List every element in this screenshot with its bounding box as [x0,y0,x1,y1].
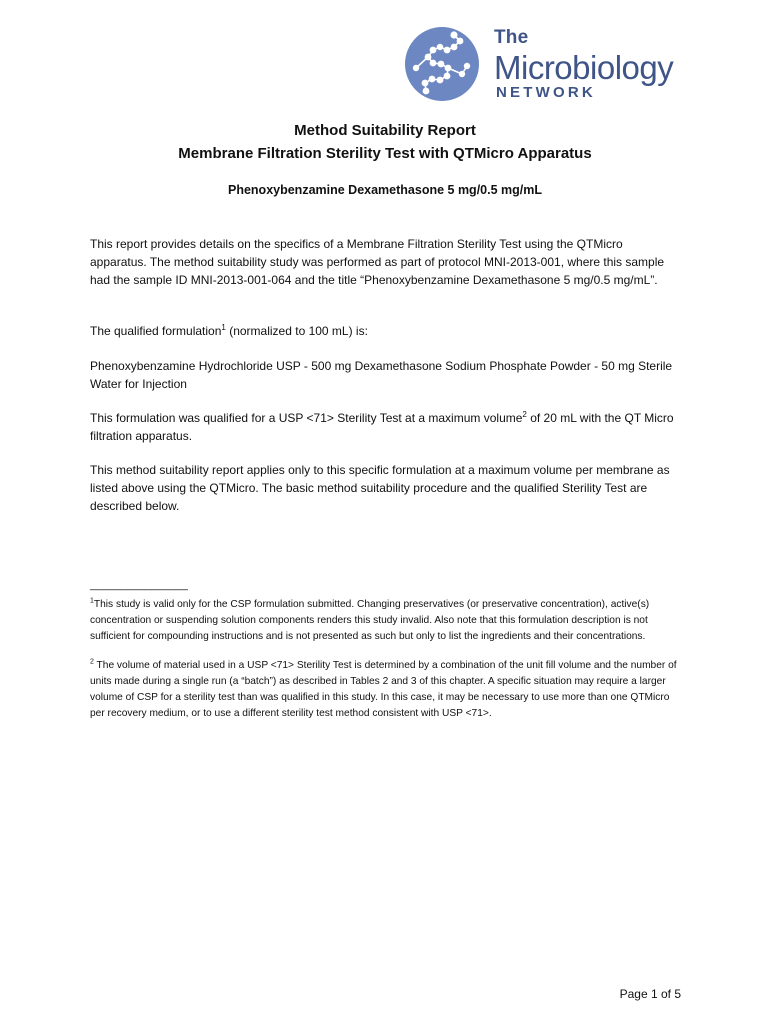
qualification-text: This formulation was qualified for a USP <71> Sterility Test at a maximum volume [90,411,523,425]
footnote-separator: ________________ [90,579,188,591]
footnote-ref-2: 2 [522,410,527,419]
logo-circle-icon [404,26,480,102]
logo-text-microbiology: Microbiology [494,49,674,86]
footnote-2-mark: 2 [90,658,94,666]
microbiology-network-logo [404,26,686,106]
page-number: Page 1 of 5 [619,987,681,1001]
footnote-1-text: This study is valid only for the CSP formulation submitted. Changing preservatives (or preservative concentration), active(s) concentration or suspending solution components renders this study invalid. Also note that this formulation description is not sufficient for compounding instructions and is not presented as such but only to list the ingredients and their concentrations. [90,599,650,642]
product-heading: Phenoxybenzamine Dexamethasone 5 mg/0.5 mg/mL [228,183,542,197]
formulation-intro-paragraph [90,322,680,340]
footnote-2 [90,658,686,722]
footnote-2-text: The volume of material used in a USP <71> Sterility Test is determined by a combination of the unit fill volume and the number of units made during a single run (a “batch”) as described in Tables 2 and 3 of this chapter. A specific situation may require a larger volume of CSP for a sterility test than was qualified in this study. In this case, it may be necessary to use more than one QTMicro per recovery medium, or to use a different sterility test method consistent with USP <71>. [90,660,677,719]
footnote-ref-1: 1 [221,323,226,332]
logo-text-the: The [494,27,529,48]
footnote-1 [90,597,686,645]
formulation-intro-tail: (normalized to 100 mL) is: [225,324,368,338]
report-title: Method Suitability Report [294,122,476,139]
scope-paragraph: This method suitability report applies only to this specific formulation at a maximum volume per membrane as listed above using the QTMicro. The basic method suitability procedure and the qualified Sterility Test are described below. [90,463,670,513]
qualification-tail: of 20 mL with the QT Micro filtration apparatus. [90,411,674,443]
formulation-paragraph: Phenoxybenzamine Hydrochloride USP - 500 mg Dexamethasone Sodium Phosphate Powder - 50 mg Sterile Water for Injection [90,359,673,391]
report-subtitle: Membrane Filtration Sterility Test with QTMicro Apparatus [178,145,592,162]
footnote-1-mark: 1 [90,597,94,605]
qualification-paragraph [90,409,680,445]
formulation-intro-text: The qualified formulation [90,324,222,338]
logo-text-network: NETWORK [496,84,596,101]
intro-paragraph: This report provides details on the specifics of a Membrane Filtration Sterility Test using the QTMicro apparatus. The method suitability study was performed as part of protocol MNI-2013-001, where this sample had the sample ID MNI-2013-001-064 and the title “Phenoxybenzamine Dexamethasone 5 mg/0.5 mg/mL”. [90,237,665,287]
